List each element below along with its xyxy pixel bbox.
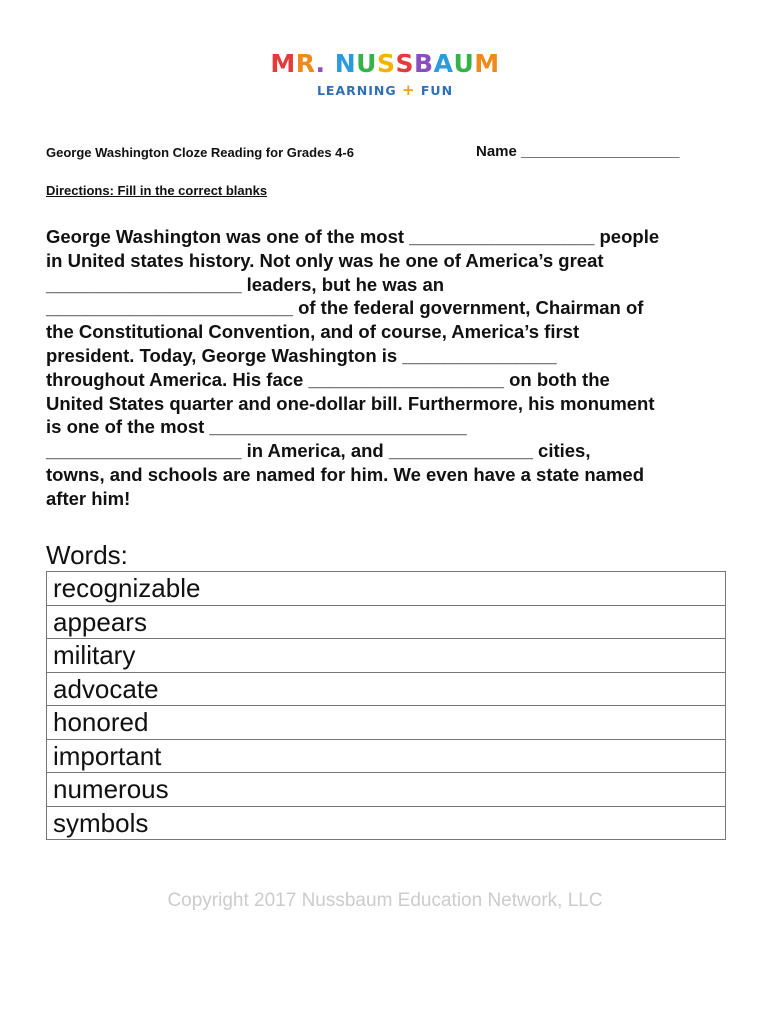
passage-line: the Constitutional Convention, and of course, America’s first	[46, 321, 580, 343]
logo-letter: R	[295, 49, 316, 78]
word-cell: recognizable	[47, 572, 726, 606]
passage-line: in United states history. Not only was he one of America’s great	[46, 249, 604, 271]
logo-letter: N	[334, 49, 357, 78]
table-row	[47, 672, 726, 706]
logo-letter: M	[474, 49, 500, 78]
logo-wordmark	[0, 50, 770, 78]
table-row	[47, 605, 726, 639]
word-cell: appears	[47, 605, 726, 639]
word-bank-title: Words:	[46, 540, 128, 570]
logo-letter: A	[433, 49, 454, 78]
copyright-notice: Copyright 2017 Nussbaum Education Network, LLC	[167, 890, 603, 911]
passage-line: is one of the most _________________________	[46, 416, 467, 438]
word-cell: numerous	[47, 773, 726, 807]
logo-letter: M	[270, 49, 296, 78]
passage-line: after him!	[46, 487, 131, 509]
table-row	[47, 806, 726, 840]
word-cell: military	[47, 639, 726, 673]
passage-line: ___________________ leaders, but he was an	[46, 273, 445, 295]
passage-line: president. Today, George Washington is _______________	[46, 344, 557, 366]
word-cell: advocate	[47, 672, 726, 706]
word-bank-table	[46, 571, 726, 840]
logo-letter: U	[356, 49, 377, 78]
table-row	[47, 639, 726, 673]
logo-letter	[326, 50, 335, 78]
passage-line: ___________________ in America, and ______________ cities,	[46, 440, 591, 462]
table-row	[47, 739, 726, 773]
directions: Directions: Fill in the correct blanks	[46, 183, 268, 198]
logo-letter: .	[315, 49, 326, 78]
passage-line: throughout America. His face ___________________ on both the	[46, 368, 610, 390]
word-cell: symbols	[47, 806, 726, 840]
tagline-fun: FUN	[420, 83, 454, 98]
passage-line: ________________________ of the federal government, Chairman of	[46, 297, 644, 319]
worksheet-title: George Washington Cloze Reading for Grades 4-6	[46, 145, 354, 160]
passage-line: towns, and schools are named for him. We even have a state named	[46, 463, 645, 485]
site-logo	[0, 50, 770, 99]
logo-letter: B	[414, 49, 434, 78]
logo-letter: S	[395, 49, 415, 78]
name-field: Name ___________________	[476, 143, 680, 160]
passage-line: United States quarter and one-dollar bill. Furthermore, his monument	[46, 392, 655, 414]
logo-letter: S	[376, 49, 396, 78]
word-cell: honored	[47, 706, 726, 740]
table-row	[47, 706, 726, 740]
word-cell: important	[47, 739, 726, 773]
table-row	[47, 773, 726, 807]
plus-icon: +	[401, 81, 416, 99]
logo-letter: U	[453, 49, 475, 78]
table-row	[47, 572, 726, 606]
passage-line: George Washington was one of the most __________________ people	[46, 226, 660, 247]
logo-tagline	[0, 81, 770, 99]
cloze-passage	[46, 225, 736, 511]
tagline-learning: LEARNING	[316, 83, 397, 98]
